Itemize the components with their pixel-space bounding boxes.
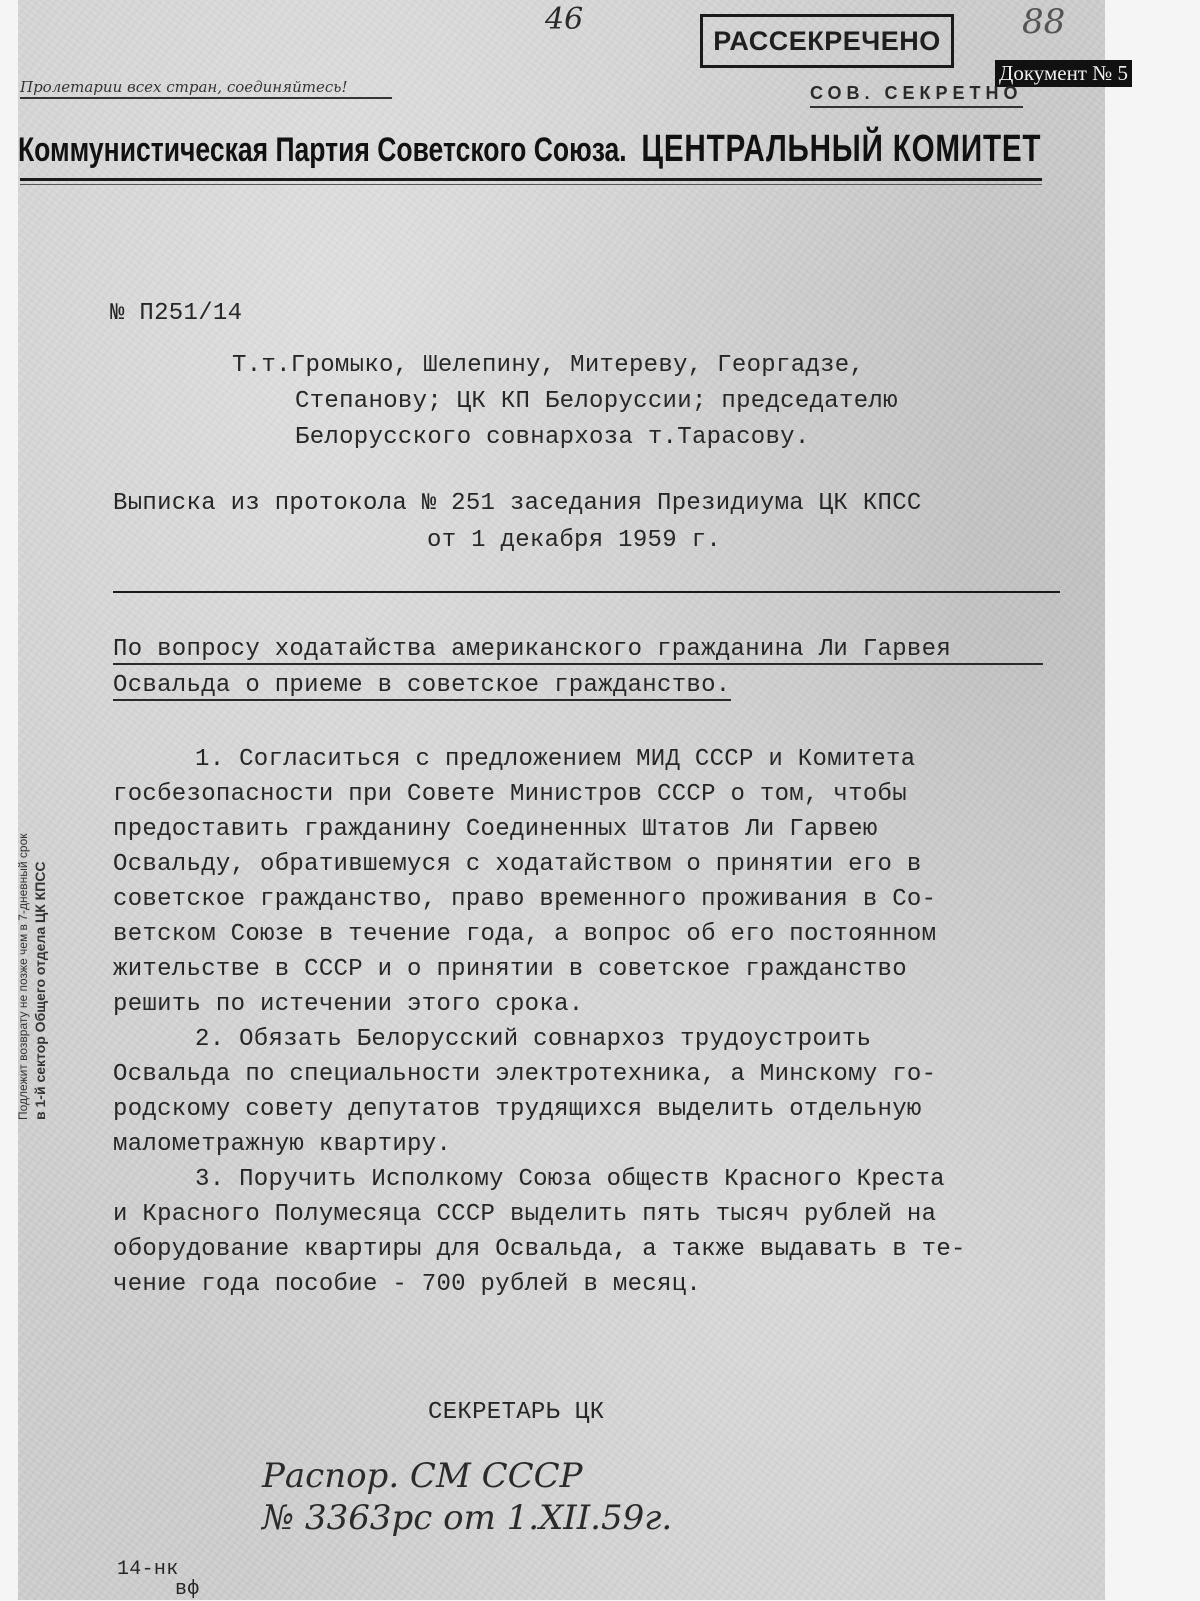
section-divider [113, 591, 1060, 593]
signature-block: СЕКРЕТАРЬ ЦК [428, 1399, 605, 1426]
subject-line: Освальда о приеме в советское гражданство. [113, 672, 731, 699]
body-line: Освальду, обратившемуся с ходатайством о принятии его в [113, 851, 922, 878]
handwritten-folio-number: 88 [1022, 2, 1066, 42]
margin-note-line: Подлежит возврату не позже чем в 7-дневный срок [16, 833, 30, 1120]
slogan: Пролетарии всех стран, соединяйтесь! [20, 78, 392, 99]
margin-return-notice [14, 833, 49, 1120]
handwritten-reference [262, 1455, 672, 1539]
footer-code-line: 14-нк [117, 1558, 179, 1581]
protocol-number: № П251/14 [110, 300, 243, 327]
letterhead [18, 128, 1040, 171]
body-line: оборудование квартиры для Освальда, а также выдавать в те- [113, 1236, 966, 1263]
footer-code-line: вф [175, 1578, 200, 1601]
subject-line: По вопросу ходатайства американского гражданина Ли Гарвея [113, 636, 1043, 665]
body-line: чение года пособие - 700 рублей в месяц. [113, 1271, 702, 1298]
body-line: советское гражданство, право временного проживания в Со- [113, 886, 937, 913]
stamp-text: РАССЕКРЕЧЕНО [713, 25, 941, 56]
body-line: малометражную квартиру. [113, 1131, 452, 1158]
letterhead-rule-thin [20, 184, 1042, 185]
body-line: решить по истечении этого срока. [113, 991, 584, 1018]
addressee-line: Белорусского совнархоза т.Тарасову. [295, 424, 810, 451]
body-line: родскому совету депутатов трудящихся выделить отдельную [113, 1096, 922, 1123]
classification-mark: СОВ. СЕКРЕТНО [810, 83, 1023, 108]
letterhead-party: Коммунистическая Партия Советского Союза. [18, 131, 627, 169]
declassified-stamp [700, 14, 954, 68]
body-line: 2. Обязать Белорусский совнархоз трудоустроить [195, 1026, 872, 1053]
body-line: предоставить гражданину Соединенных Штатов Ли Гарвею [113, 816, 878, 843]
body-line: ветском Союзе в течение года, а вопрос об его постоянном [113, 921, 937, 948]
handwritten-line: Распор. СМ СССР [262, 1456, 583, 1496]
handwritten-line: № 3363рс от 1.XII.59г. [262, 1498, 673, 1538]
handwritten-page-number: 46 [545, 2, 584, 37]
extract-title: Выписка из протокола № 251 заседания Президиума ЦК КПСС [113, 490, 922, 517]
extract-date: от 1 декабря 1959 г. [427, 527, 722, 554]
body-line: Освальда по специальности электротехника, а Минскому го- [113, 1061, 937, 1088]
letterhead-committee: ЦЕНТРАЛЬНЫЙ КОМИТЕТ [641, 128, 1042, 170]
body-line: 3. Поручить Исполкому Союза обществ Красного Креста [195, 1166, 945, 1193]
margin-note-line: в 1-й сектор Общего отдела ЦК КПСС [32, 861, 48, 1120]
addressee-line: Степанову; ЦК КП Белоруссии; председателю [295, 388, 898, 415]
body-line: 1. Согласиться с предложением МИД СССР и Комитета [195, 746, 916, 773]
footer-code [117, 1560, 200, 1600]
addressee-line: Т.т.Громыко, Шелепину, Митереву, Георгадзе, [232, 352, 865, 379]
body-line: госбезопасности при Совете Министров СССР о том, чтобы [113, 781, 907, 808]
document-number-label: Документ № 5 [995, 60, 1132, 87]
letterhead-rule [20, 178, 1042, 181]
body-line: и Красного Полумесяца СССР выделить пять тысяч рублей на [113, 1201, 937, 1228]
body-line: жительстве в СССР и о принятии в советское гражданство [113, 956, 907, 983]
